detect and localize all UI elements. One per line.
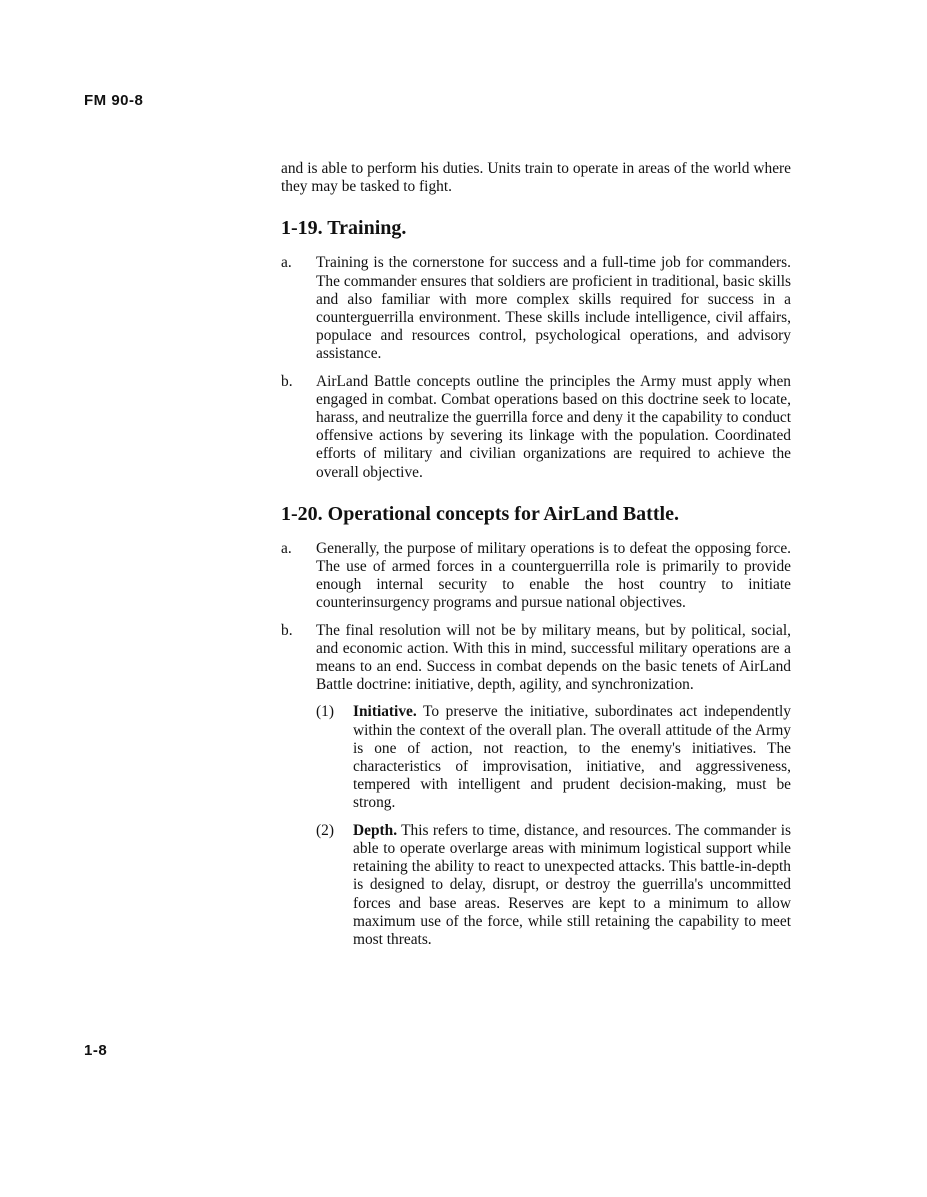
subitem-text [353,703,791,812]
concepts-subitem-depth [316,822,791,949]
training-item-a [281,254,791,363]
item-text: The final resolution will not be by military means, but by political, social, and economic action. With this in mind, successful military operations are a means to an end. Success in combat depends on the basic tenets of AirLand Battle doctrine: initiative, depth, agility, and synchronization. [316,621,791,694]
concepts-item-a [281,540,791,613]
subitem-title: Initiative. [353,703,417,721]
item-text: Generally, the purpose of military operations is to defeat the opposing force. The use of armed forces in a counterguerrilla role is primarily to provide enough internal security to enable the host country to initiate counterinsurgency programs and pursue national objectives. [316,539,791,612]
concepts-subitem-initiative [316,703,791,812]
subitem-title: Depth. [353,821,398,839]
item-text: AirLand Battle concepts outline the principles the Army must apply when engaged in combat. Combat operations based on this doctrine seek to locate, harass, and neutralize the guerrilla force and deny it the capability to conduct offensive actions by severing its linkage with the population. Coordinated efforts of military and civilian organizations are required to achieve the overall objective. [316,372,791,481]
page-header-doc-id: FM 90-8 [84,92,144,109]
subitem-body: This refers to time, distance, and resources. The commander is able to operate overlarge areas with minimum logistical support while retaining the ability to react to unexpected attacks. This battle-in-depth is designed to delay, disrupt, or destroy the guerrilla's uncommitted forces and base areas. Reserves are kept to a minimum to allow maximum use of the force, while still retaining the capability to meet most threats. [353,821,791,948]
section-heading-operational-concepts: 1-20. Operational concepts for AirLand Battle. [281,502,679,525]
item-label: a. [281,539,292,557]
item-label: b. [281,621,293,639]
page-content [281,160,791,958]
page-footer-number: 1-8 [84,1042,108,1059]
item-label: b. [281,372,293,390]
training-item-b [281,373,791,482]
intro-paragraph: and is able to perform his duties. Units train to operate in areas of the world where they may be tasked to fight. [281,160,791,196]
subitem-label: (1) [316,703,334,721]
subitem-label: (2) [316,821,334,839]
subitem-body: To preserve the initiative, subordinates act independently within the context of the overall plan. The overall attitude of the Army is one of action, not reaction, to the enemy's initiatives. The characteristics of improvisation, initiative, and aggressiveness, tempered with intelligent and prudent decision-making, must be strong. [353,703,792,812]
item-label: a. [281,254,292,272]
section-heading-training: 1-19. Training. [281,217,407,240]
item-text: Training is the cornerstone for success and a full-time job for commanders. The commander ensures that soldiers are proficient in traditional, basic skills and also familiar with more complex skills required for success in a counterguerrilla environment. These skills include intelligence, civil affairs, populace and resources control, psychological operations, and advisory assistance. [316,254,791,363]
concepts-item-b [281,622,791,695]
subitem-text [353,822,791,949]
